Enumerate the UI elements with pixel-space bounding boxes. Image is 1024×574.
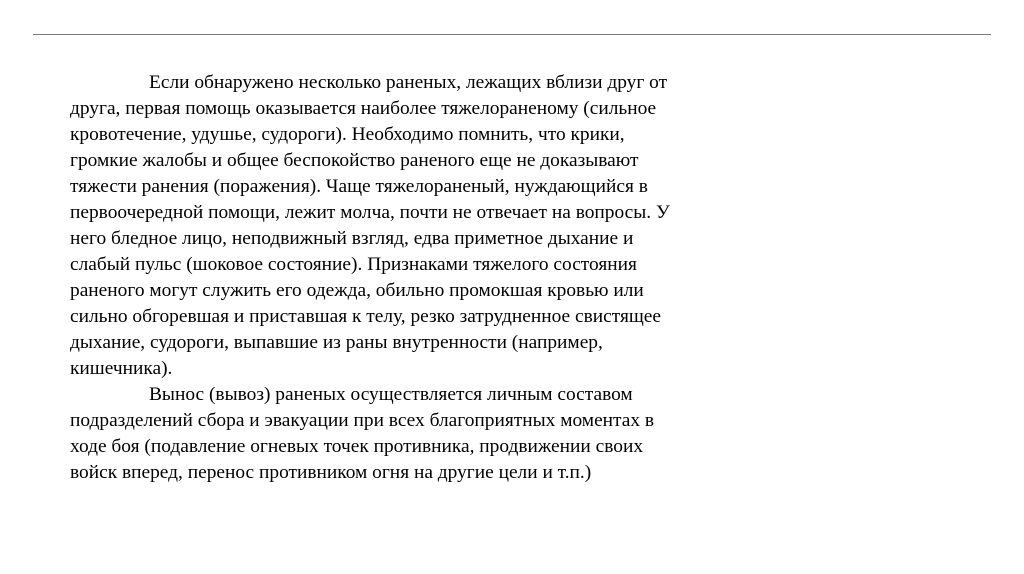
slide-body-text bbox=[70, 70, 750, 486]
text-line: первоочередной помощи, лежит молча, почти не отвечает на вопросы. У bbox=[70, 202, 670, 223]
text-line: кровотечение, удушье, судороги). Необходимо помнить, что крики, bbox=[70, 124, 625, 145]
text-line: Вынос (вывоз) раненых осуществляется личным составом bbox=[149, 384, 633, 405]
text-line: тяжести ранения (поражения). Чаще тяжелораненый, нуждающийся в bbox=[70, 176, 648, 197]
text-line: подразделений сбора и эвакуации при всех благоприятных моментах в bbox=[70, 410, 655, 431]
text-line: дыхание, судороги, выпавшие из раны внутренности (например, bbox=[70, 332, 603, 353]
text-line: громкие жалобы и общее беспокойство раненого еще не доказывают bbox=[70, 150, 639, 171]
text-line: Если обнаружено несколько раненых, лежащих вблизи друг от bbox=[149, 72, 668, 93]
text-line: сильно обгоревшая и приставшая к телу, резко затрудненное свистящее bbox=[70, 306, 662, 327]
paragraph-evacuation bbox=[70, 382, 750, 486]
text-line: раненого могут служить его одежда, обильно промокшая кровью или bbox=[70, 280, 644, 301]
text-line: него бледное лицо, неподвижный взгляд, едва приметное дыхание и bbox=[70, 228, 634, 249]
text-line: друга, первая помощь оказывается наиболее тяжелораненому (сильное bbox=[70, 98, 657, 119]
text-line: кишечника). bbox=[70, 358, 173, 379]
paragraph-first-aid bbox=[70, 70, 750, 382]
text-line: слабый пульс (шоковое состояние). Признаками тяжелого состояния bbox=[70, 254, 637, 275]
text-line: войск вперед, перенос противником огня на другие цели и т.п.) bbox=[70, 462, 592, 483]
text-line: ходе боя (подавление огневых точек противника, продвижении своих bbox=[70, 436, 644, 457]
header-divider bbox=[33, 34, 991, 35]
